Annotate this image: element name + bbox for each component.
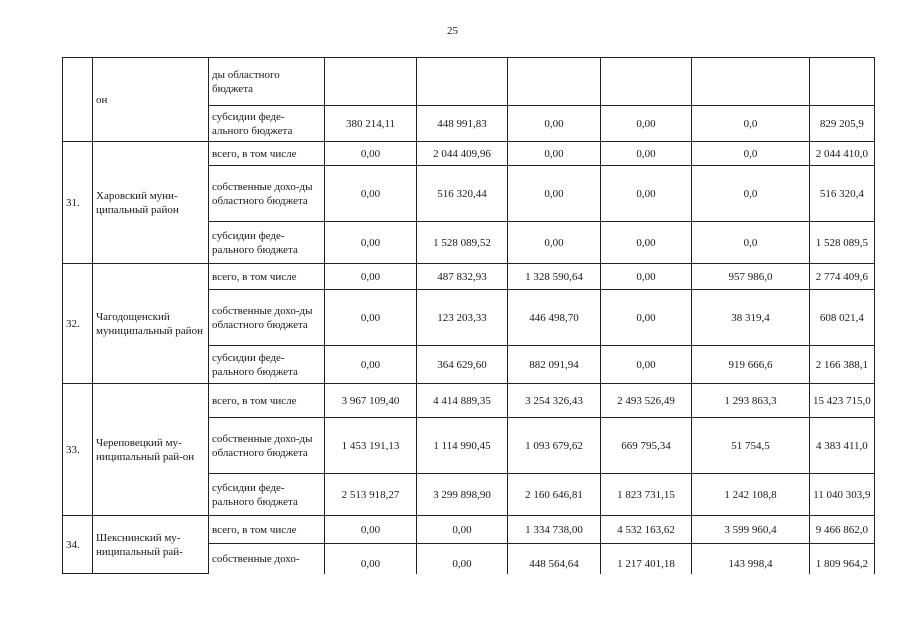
value-cell: 0,00: [508, 166, 601, 222]
value-cell: 0,00: [601, 142, 692, 166]
value-cell: 3 599 960,4: [692, 516, 810, 544]
value-cell: 0,00: [601, 346, 692, 384]
table-row: [63, 384, 875, 418]
value-cell: 0,00: [325, 166, 417, 222]
funding-type: собственные дохо-ды областного бюджета: [209, 418, 325, 474]
value-cell: 1 453 191,13: [325, 418, 417, 474]
value-cell: 446 498,70: [508, 290, 601, 346]
value-cell: 0,00: [508, 142, 601, 166]
funding-type: субсидии феде-рального бюджета: [209, 474, 325, 516]
value-cell: 882 091,94: [508, 346, 601, 384]
funding-type: всего, в том числе: [209, 516, 325, 544]
funding-type: субсидии феде-ального бюджета: [209, 106, 325, 142]
table-row: [63, 58, 875, 106]
value-cell: 0,00: [325, 142, 417, 166]
value-cell: 2 513 918,27: [325, 474, 417, 516]
value-cell: 2 044 409,96: [417, 142, 508, 166]
value-cell: 3 967 109,40: [325, 384, 417, 418]
value-cell: [601, 58, 692, 106]
district-name: Череповецкий му-ниципальный рай-он: [93, 384, 209, 516]
value-cell: 1 217 401,18: [601, 544, 692, 574]
value-cell: 0,0: [692, 222, 810, 264]
value-cell: 669 795,34: [601, 418, 692, 474]
value-cell: 919 666,6: [692, 346, 810, 384]
funding-type: собственные дохо-: [209, 544, 325, 574]
value-cell: [508, 58, 601, 106]
value-cell: 0,00: [417, 516, 508, 544]
value-cell: [325, 58, 417, 106]
value-cell: 2 774 409,6: [810, 264, 875, 290]
value-cell: 4 532 163,62: [601, 516, 692, 544]
row-number: 33.: [63, 384, 93, 516]
value-cell: 11 040 303,9: [810, 474, 875, 516]
value-cell: 3 299 898,90: [417, 474, 508, 516]
page-number: 25: [447, 25, 458, 37]
value-cell: 3 254 326,43: [508, 384, 601, 418]
value-cell: 829 205,9: [810, 106, 875, 142]
value-cell: 0,0: [692, 106, 810, 142]
value-cell: 1 114 990,45: [417, 418, 508, 474]
value-cell: [810, 58, 875, 106]
value-cell: 0,00: [417, 544, 508, 574]
row-number: 32.: [63, 264, 93, 384]
value-cell: 1 293 863,3: [692, 384, 810, 418]
value-cell: 448 991,83: [417, 106, 508, 142]
value-cell: [417, 58, 508, 106]
value-cell: 51 754,5: [692, 418, 810, 474]
value-cell: 2 493 526,49: [601, 384, 692, 418]
value-cell: 2 044 410,0: [810, 142, 875, 166]
value-cell: 38 319,4: [692, 290, 810, 346]
value-cell: 2 166 388,1: [810, 346, 875, 384]
value-cell: 1 528 089,5: [810, 222, 875, 264]
value-cell: 9 466 862,0: [810, 516, 875, 544]
value-cell: 0,00: [325, 222, 417, 264]
value-cell: 1 823 731,15: [601, 474, 692, 516]
funding-type: ды областного бюджета: [209, 58, 325, 106]
value-cell: 1 334 738,00: [508, 516, 601, 544]
value-cell: 957 986,0: [692, 264, 810, 290]
district-name: он: [93, 58, 209, 142]
value-cell: 516 320,44: [417, 166, 508, 222]
value-cell: 0,00: [325, 346, 417, 384]
value-cell: 0,00: [325, 516, 417, 544]
value-cell: 0,00: [325, 290, 417, 346]
funding-type: всего, в том числе: [209, 264, 325, 290]
row-number: [63, 58, 93, 142]
district-name: Харовский муни-ципальный район: [93, 142, 209, 264]
funding-type: субсидии феде-рального бюджета: [209, 346, 325, 384]
value-cell: 448 564,64: [508, 544, 601, 574]
value-cell: 0,00: [325, 544, 417, 574]
value-cell: 4 414 889,35: [417, 384, 508, 418]
value-cell: 143 998,4: [692, 544, 810, 574]
value-cell: 0,0: [692, 142, 810, 166]
value-cell: 4 383 411,0: [810, 418, 875, 474]
value-cell: 380 214,11: [325, 106, 417, 142]
table-row: [63, 142, 875, 166]
table-row: [63, 516, 875, 544]
value-cell: 1 528 089,52: [417, 222, 508, 264]
value-cell: 608 021,4: [810, 290, 875, 346]
budget-table: [62, 57, 875, 574]
value-cell: 1 242 108,8: [692, 474, 810, 516]
district-name: Шекснинский му-ниципальный рай-: [93, 516, 209, 574]
value-cell: [692, 58, 810, 106]
value-cell: 0,0: [692, 166, 810, 222]
table-row: [63, 264, 875, 290]
value-cell: 0,00: [601, 106, 692, 142]
row-number: 31.: [63, 142, 93, 264]
value-cell: 0,00: [508, 222, 601, 264]
value-cell: 15 423 715,0: [810, 384, 875, 418]
value-cell: 1 809 964,2: [810, 544, 875, 574]
value-cell: 0,00: [325, 264, 417, 290]
value-cell: 1 328 590,64: [508, 264, 601, 290]
value-cell: 0,00: [601, 264, 692, 290]
value-cell: 0,00: [601, 290, 692, 346]
value-cell: 364 629,60: [417, 346, 508, 384]
row-number: 34.: [63, 516, 93, 574]
district-name: Чагодощенский муниципальный район: [93, 264, 209, 384]
value-cell: 1 093 679,62: [508, 418, 601, 474]
funding-type: собственные дохо-ды областного бюджета: [209, 290, 325, 346]
value-cell: 0,00: [601, 166, 692, 222]
value-cell: 0,00: [601, 222, 692, 264]
value-cell: 123 203,33: [417, 290, 508, 346]
funding-type: всего, в том числе: [209, 142, 325, 166]
value-cell: 487 832,93: [417, 264, 508, 290]
value-cell: 2 160 646,81: [508, 474, 601, 516]
funding-type: всего, в том числе: [209, 384, 325, 418]
value-cell: 516 320,4: [810, 166, 875, 222]
value-cell: 0,00: [508, 106, 601, 142]
funding-type: субсидии феде-рального бюджета: [209, 222, 325, 264]
funding-type: собственные дохо-ды областного бюджета: [209, 166, 325, 222]
